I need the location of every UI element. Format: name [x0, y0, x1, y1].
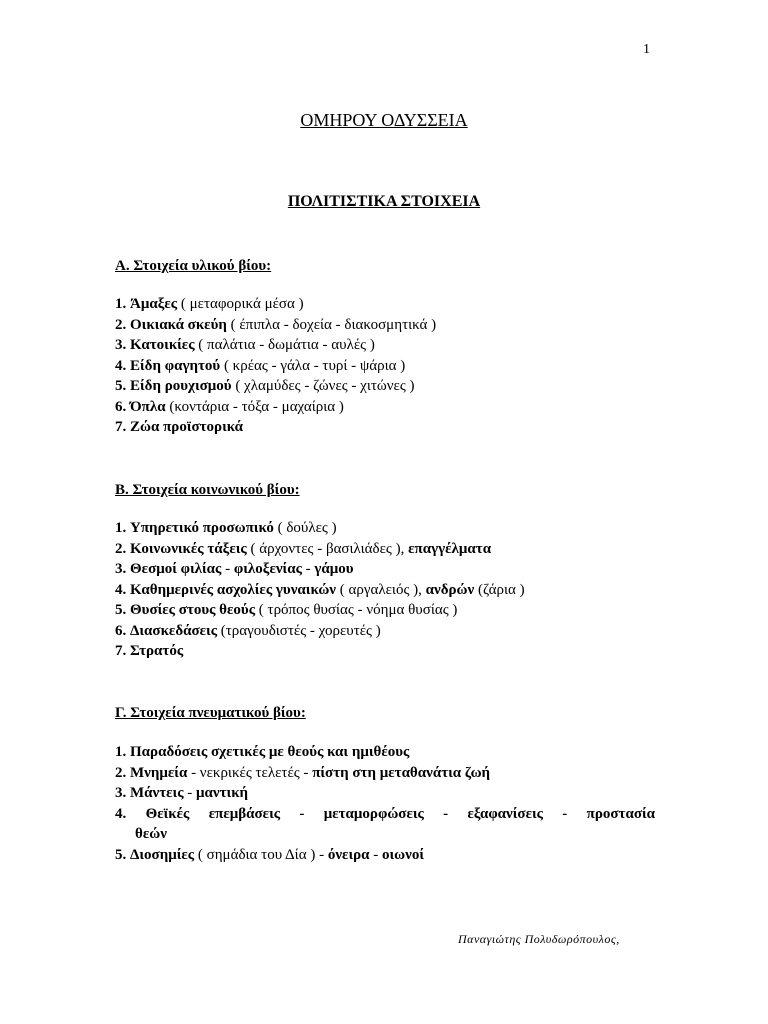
- list-item-term: Μάντεις: [130, 785, 184, 801]
- list-item-term: πίστη στη μεταθανάτια ζωή: [312, 764, 491, 781]
- list-item-number: 6.: [115, 398, 127, 415]
- list-item-number: 5.: [115, 378, 127, 394]
- list-item-detail: ( αργαλειός ),: [336, 581, 426, 598]
- list-item-detail: (τραγουδιστές - χορευτές ): [217, 622, 381, 639]
- list-item-word: Θεϊκές: [145, 805, 190, 822]
- list-item-term: Υπηρετικό προσωπικό: [130, 520, 274, 536]
- list-item: [115, 397, 655, 418]
- list-item-number: 3.: [115, 337, 127, 353]
- section-heading-a: Α. Στοιχεία υλικού βίου:: [115, 258, 272, 274]
- list-item-detail: ( δούλες ): [273, 520, 337, 536]
- list-item-term: Παραδόσεις σχετικές με θεούς και ημιθέους: [130, 744, 410, 760]
- list-item-word: -: [443, 805, 449, 822]
- list-item-term: Όπλα: [130, 398, 166, 415]
- list-item-detail: -: [301, 561, 315, 577]
- document-subtitle: ΠΟΛΙΤΙΣΤΙΚΑ ΣΤΟΙΧΕΙΑ: [287, 193, 481, 210]
- list-item: [115, 621, 655, 642]
- list-item-detail: ( χλαμύδες - ζώνες - χιτώνες ): [231, 378, 415, 394]
- list-item-term: Ζώα προϊστορικά: [130, 419, 244, 435]
- list-item: [115, 641, 655, 662]
- list-item-term: ανδρών: [425, 581, 475, 598]
- list-item: [115, 335, 655, 356]
- list-item: [115, 376, 655, 397]
- list-item-term: Διασκεδάσεις: [130, 622, 218, 639]
- list-item: [115, 580, 655, 601]
- section-list-a: [115, 294, 655, 438]
- list-item-number: 1.: [115, 744, 127, 760]
- list-item: [115, 518, 655, 539]
- list-item-word: -: [299, 805, 305, 822]
- list-item-number: 5.: [115, 846, 127, 863]
- list-item: [115, 742, 655, 763]
- list-item-term: Οικιακά σκεύη: [130, 316, 227, 333]
- list-item-word: προστασία: [586, 805, 655, 822]
- list-item-number: 3.: [115, 561, 127, 577]
- list-item: [115, 845, 655, 866]
- list-item: [115, 763, 655, 784]
- list-item-number: 7.: [115, 419, 127, 435]
- list-item-detail: ( τρόπος θυσίας - νόημα θυσίας ): [255, 602, 458, 618]
- list-item-number: 4.: [115, 581, 127, 598]
- section-list-b: [115, 518, 655, 662]
- document-title: ΟΜΗΡΟΥ ΟΔΥΣΣΕΙΑ: [300, 110, 468, 130]
- list-item: [115, 600, 655, 621]
- list-item-detail: -: [369, 846, 382, 863]
- list-item: [115, 417, 655, 438]
- list-item-term: Κατοικίες: [130, 337, 195, 353]
- list-item: [115, 315, 655, 336]
- list-item-number: 6.: [115, 622, 127, 639]
- list-item-detail: -: [183, 785, 197, 801]
- list-item-term: Διοσημίες: [130, 846, 195, 863]
- list-item: [115, 539, 655, 560]
- list-item-detail: ( άρχοντες - βασιλιάδες ),: [246, 540, 409, 557]
- list-item-term: μαντική: [196, 785, 249, 801]
- list-item-term: Θεσμοί φιλίας: [130, 561, 222, 577]
- list-item-word: επεμβάσεις: [208, 805, 281, 822]
- list-item-word: 4.: [115, 805, 127, 822]
- list-item-term: Κοινωνικές τάξεις: [130, 540, 247, 557]
- list-item-continuation: θεών: [135, 826, 167, 842]
- list-item-number: 5.: [115, 602, 127, 618]
- list-item-number: 1.: [115, 296, 127, 312]
- list-item-term: Άμαξες: [130, 296, 178, 312]
- list-item-word: μεταμορφώσεις: [323, 805, 424, 822]
- section-heading-b: Β. Στοιχεία κοινωνικού βίου:: [115, 482, 300, 498]
- list-item-detail: (κοντάρια - τόξα - μαχαίρια ): [165, 398, 344, 415]
- list-item: [115, 356, 655, 377]
- list-item-number: 2.: [115, 540, 127, 557]
- list-item-detail: ( έπιπλα - δοχεία - διακοσμητικά ): [226, 316, 437, 333]
- author-signature: Παναγιώτης Πολυδωρόπουλος,: [458, 932, 620, 946]
- list-item-term: Είδη φαγητού: [130, 357, 221, 374]
- list-item-term: φιλοξενίας: [233, 561, 302, 577]
- list-item-term: Είδη ρουχισμού: [130, 378, 232, 394]
- section-heading-c: Γ. Στοιχεία πνευματικού βίου:: [115, 705, 306, 721]
- list-item-word: -: [562, 805, 568, 822]
- list-item: [115, 294, 655, 315]
- page-number: 1: [643, 42, 650, 57]
- list-item-number: 2.: [115, 316, 127, 333]
- list-item-detail: (ζάρια ): [474, 581, 525, 598]
- list-item-detail: ( κρέας - γάλα - τυρί - ψάρια ): [220, 357, 406, 374]
- list-item-detail: -: [221, 561, 234, 577]
- list-item: [115, 783, 655, 804]
- list-item: [115, 804, 655, 845]
- list-item-word: εξαφανίσεις: [467, 805, 543, 822]
- list-item-detail: ( παλάτια - δωμάτια - αυλές ): [194, 337, 375, 353]
- list-item-detail: ( σημάδια του Δία ) -: [194, 846, 328, 863]
- list-item-term: Καθημερινές ασχολίες γυναικών: [130, 581, 337, 598]
- list-item-number: 3.: [115, 785, 127, 801]
- section-list-c: [115, 742, 655, 865]
- list-item-term: Θυσίες στους θεούς: [130, 602, 256, 618]
- list-item-number: 7.: [115, 643, 127, 659]
- list-item-number: 1.: [115, 520, 127, 536]
- list-item-term: Μνημεία: [130, 764, 188, 781]
- list-item-number: 2.: [115, 764, 127, 781]
- list-item-term: οιωνοί: [382, 846, 424, 863]
- list-item: [115, 559, 655, 580]
- list-item-term: όνειρα: [327, 846, 370, 863]
- list-item-detail: - νεκρικές τελετές -: [187, 764, 313, 781]
- list-item-detail: ( μεταφορικά μέσα ): [177, 296, 304, 312]
- list-item-term: Στρατός: [130, 643, 184, 659]
- list-item-term: γάμου: [314, 561, 354, 577]
- list-item-number: 4.: [115, 357, 127, 374]
- list-item-term: επαγγέλματα: [408, 540, 492, 557]
